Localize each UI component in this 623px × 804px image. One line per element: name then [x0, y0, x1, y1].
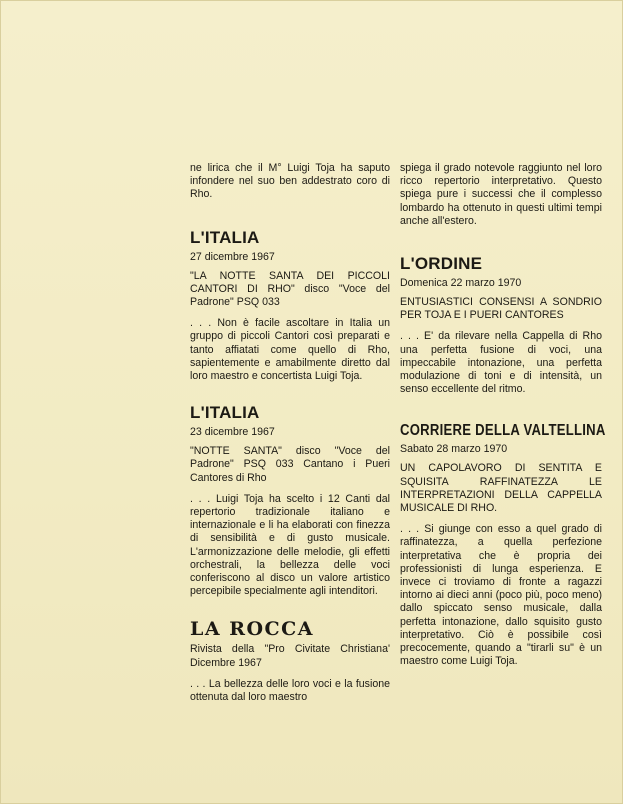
subtitle-rocca: Rivista della "Pro Civitate Christiana' Dicembre 1967	[190, 643, 390, 669]
body-corriere: . . . Si giunge con esso a quel grado di raffinatezza, a quella perfezione interpretativa che è propria dei professionisti di lunga esperienza. E invece ci troviamo di fronte a ragazzi intorno ai dieci anni (poco più, poco meno) dallo spiccato senso musicale, dalla perfetta intonazione, dallo squisito gusto interpretativo. Ciò è possibile così precocemente, quando a "tirarli su" è un maestro come Luigi Toja.	[400, 523, 602, 668]
headline-italia-2: "NOTTE SANTA" disco "Voce del Padrone" PSQ 033 Cantano i Pueri Cantores di Rho	[190, 445, 390, 484]
masthead-italia-2: L'ITALIA	[190, 403, 260, 423]
headline-ordine: ENTUSIASTICI CONSENSI A SONDRIO PER TOJA E I PUERI CANTORES	[400, 296, 602, 322]
dateline-italia-1: 27 dicembre 1967	[190, 250, 275, 263]
article-italia-2	[190, 403, 390, 598]
dateline-corriere: Sabato 28 marzo 1970	[400, 443, 508, 456]
left-column	[190, 162, 390, 712]
headline-italia-1: "LA NOTTE SANTA DEI PICCOLI CANTORI DI RHO" disco "Voce del Padrone" PSQ 033	[190, 269, 390, 309]
body-ordine: . . . E' da rilevare nella Cappella di Rho una perfetta fusione di voci, una impeccabile intonazione, una perfetta modulazione di toni e di intensità, un senso eccellente del ritmo.	[400, 330, 602, 396]
body-rocca: . . . La bellezza delle loro voci e la fusione ottenuta dal loro maestro	[190, 677, 390, 704]
left-intro-paragraph: ne lirica che il M° Luigi Toja ha saputo infondere nel suo ben addestrato coro di Rho.	[190, 162, 390, 201]
headline-corriere: UN CAPOLAVORO DI SENTITA E SQUISITA RAFFINATEZZA LE INTERPRETAZIONI DELLA CAPPELLA MUSICALE DI RHO.	[400, 462, 602, 515]
masthead-italia-1: L'ITALIA	[190, 227, 260, 247]
article-rocca	[190, 618, 390, 704]
dateline-italia-2: 23 dicembre 1967	[190, 426, 275, 439]
right-intro-paragraph: spiega il grado notevole raggiunto nel loro ricco repertorio interpretativo. Questo spiega pure i successi che il complesso lombardo ha ottenuto in questi ultimi tempi anche all'estero.	[400, 162, 602, 227]
masthead-ordine: L'ORDINE	[400, 254, 483, 274]
article-italia-1	[190, 228, 390, 384]
body-italia-2: . . . Luigi Toja ha scelto i 12 Canti dal repertorio tradizionale italiano e internazionale e li ha elaborati con finezza di sensibilità e di gusto musicale. L'armonizzazione delle melodie, gli effetti orchestrali, la bellezza delle voci conferiscono al disco un valore artistico percepibile specialmente agli intenditori.	[190, 492, 390, 598]
article-corriere	[400, 422, 606, 668]
masthead-corriere: CORRIERE DELLA VALTELLINA	[400, 422, 606, 440]
article-ordine	[400, 254, 602, 396]
right-column	[400, 162, 606, 676]
dateline-ordine: Domenica 22 marzo 1970	[400, 277, 522, 290]
body-italia-1: . . . Non è facile ascoltare in Italia un gruppo di piccoli Cantori così preparati e tanto affiatati come quello di Rho, sapientemente e amabilmente diretto dal loro maestro e concertista Luigi Toja.	[190, 317, 390, 383]
masthead-rocca: LA ROCCA	[190, 618, 315, 641]
